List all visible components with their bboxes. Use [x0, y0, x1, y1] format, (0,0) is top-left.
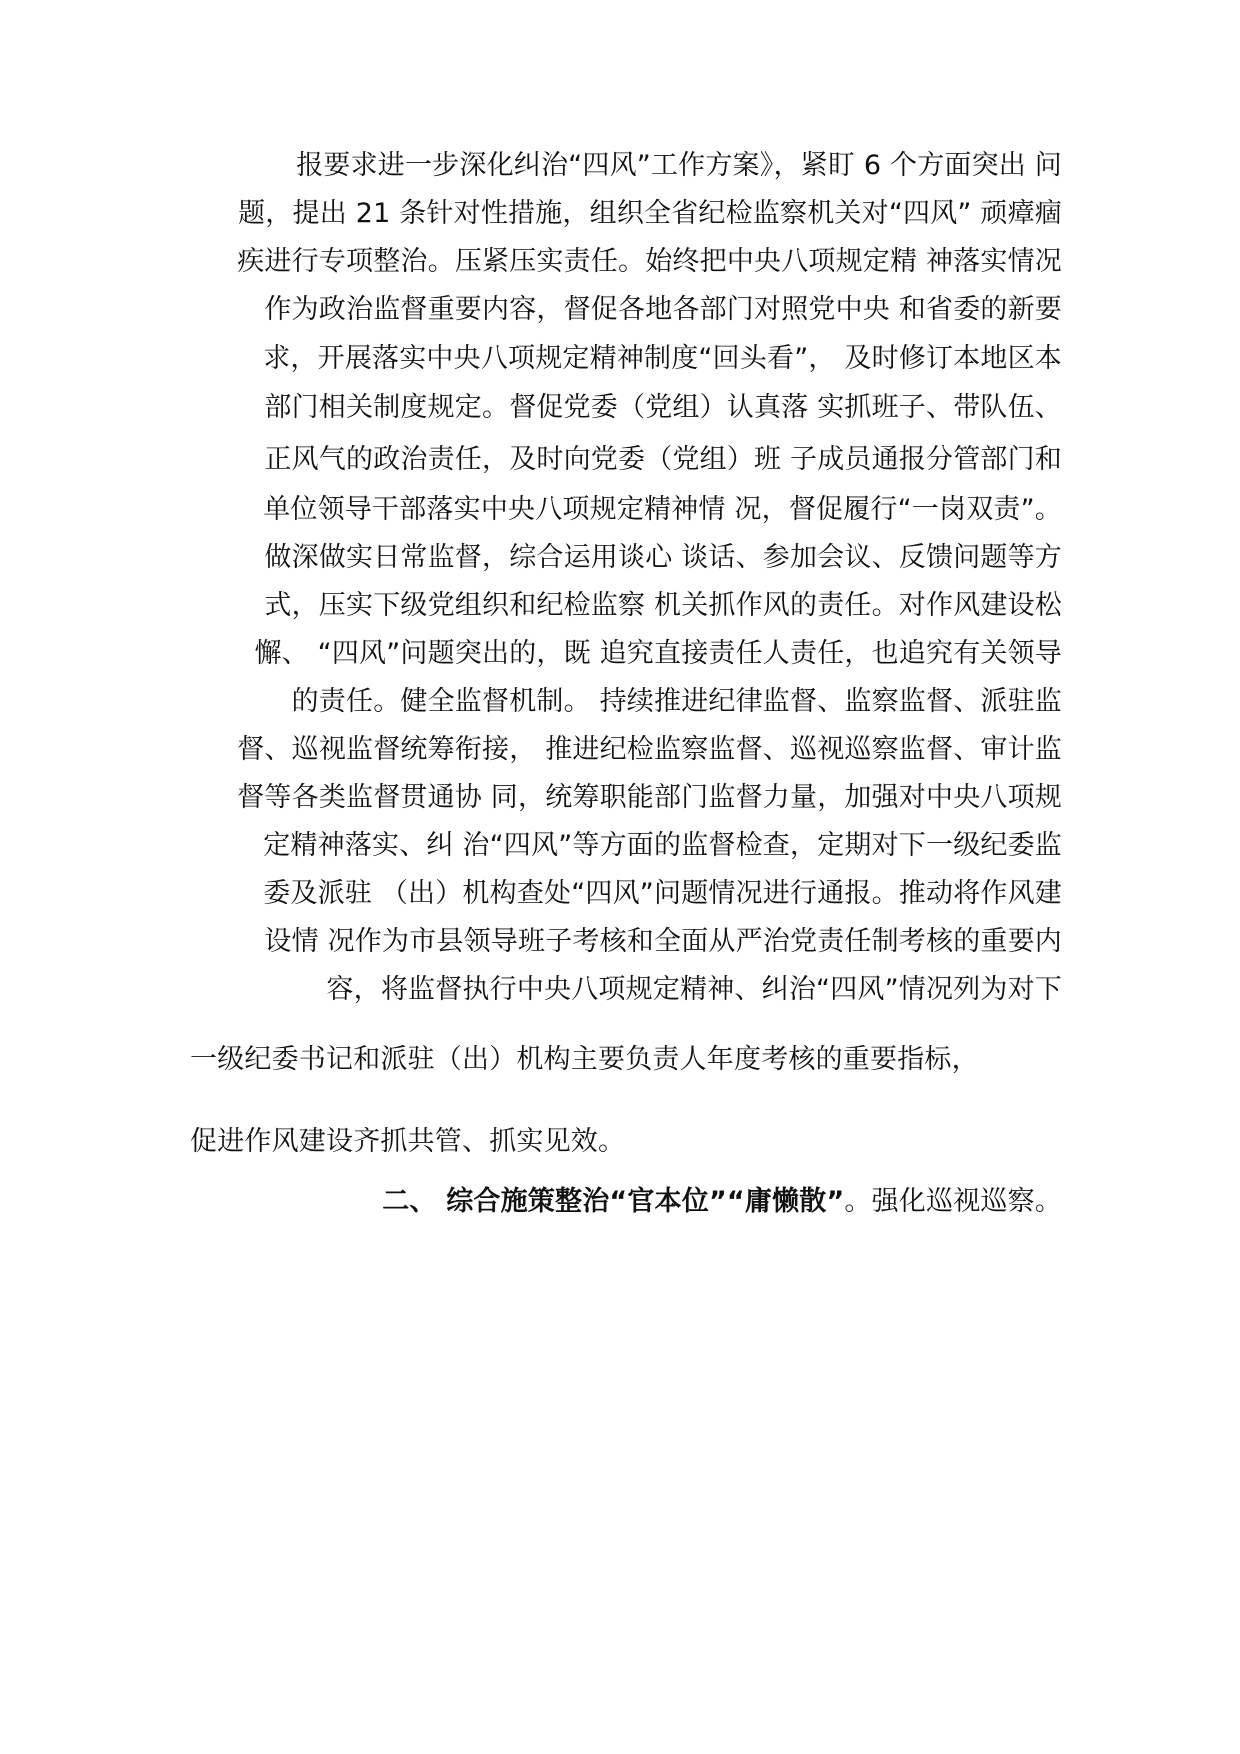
text-line-15: 定精神落实、纠 治“四风”等方面的监督检查，定期对下一级纪委监 — [263, 830, 1062, 861]
text-line-5: 求，开展落实中央八项规定精神制度“回头看”， 及时修订本地区本 — [263, 343, 1062, 374]
text-line-9: 做深做实日常监督，综合运用谈心 谈话、参加会议、反馈问题等方 — [264, 542, 1062, 573]
text-line-12: 的责任。健全监督机制。 持续推进纪律监督、监察监督、派驻监 — [291, 686, 1062, 717]
text-line-20: 促进作风建设齐抓共管、抓实见效。 — [190, 1126, 626, 1157]
section-heading — [382, 1182, 1062, 1222]
text-line-4: 作为政治监督重要内容，督促各地各部门对照党中央 和省委的新要 — [264, 294, 1062, 325]
text-line-6: 部门相关制度规定。督促党委（党组）认真落 实抓班子、带队伍、 — [264, 392, 1062, 423]
text-line-2: 题，提出 21 条针对性措施，组织全省纪检监察机关对“四风” 顽瘴痼 — [238, 198, 1062, 229]
text-line-8: 单位领导干部落实中央八项规定精神情 况，督促履行“一岗双责”。 — [263, 494, 1062, 525]
text-line-1: 报要求进一步深化纠治“四风”工作方案》，紧盯 6 个方面突出 问 — [296, 150, 1062, 181]
text-line-7: 正风气的政治责任，及时向党委（党组）班 子成员通报分管部门和 — [264, 444, 1062, 475]
text-line-17: 设情 况作为市县领导班子考核和全面从严治党责任制考核的重要内 — [264, 926, 1062, 957]
text-line-18: 容，将监督执行中央八项规定精神、纠治“四风”情况列为对下 — [326, 974, 1062, 1005]
section-heading-rest: 。强化巡视巡察。 — [844, 1186, 1062, 1217]
text-line-10: 式，压实下级党组织和纪检监察 机关抓作风的责任。对作风建设松 — [264, 590, 1062, 621]
text-line-16: 委及派驻 （出）机构查处“四风”问题情况进行通报。推动将作风建 — [263, 878, 1062, 909]
text-line-14: 督等各类监督贯通协 同，统筹职能部门监督力量，加强对中央八项规 — [237, 782, 1062, 813]
text-line-3: 疾进行专项整治。压紧压实责任。始终把中央八项规定精 神落实情况 — [237, 246, 1062, 277]
text-line-11: 懈、 “四风”问题突出的，既 追究直接责任人责任，也追究有关领导 — [254, 638, 1062, 669]
section-heading-bold: 二、 综合施策整治“官本位”“庸懒散” — [382, 1186, 845, 1217]
text-line-13: 督、巡视监督统筹衔接， 推进纪检监察监督、巡视巡察监督、审计监 — [237, 734, 1062, 765]
text-line-19: 一级纪委书记和派驻（出）机构主要负责人年度考核的重要指标， — [190, 1044, 979, 1075]
